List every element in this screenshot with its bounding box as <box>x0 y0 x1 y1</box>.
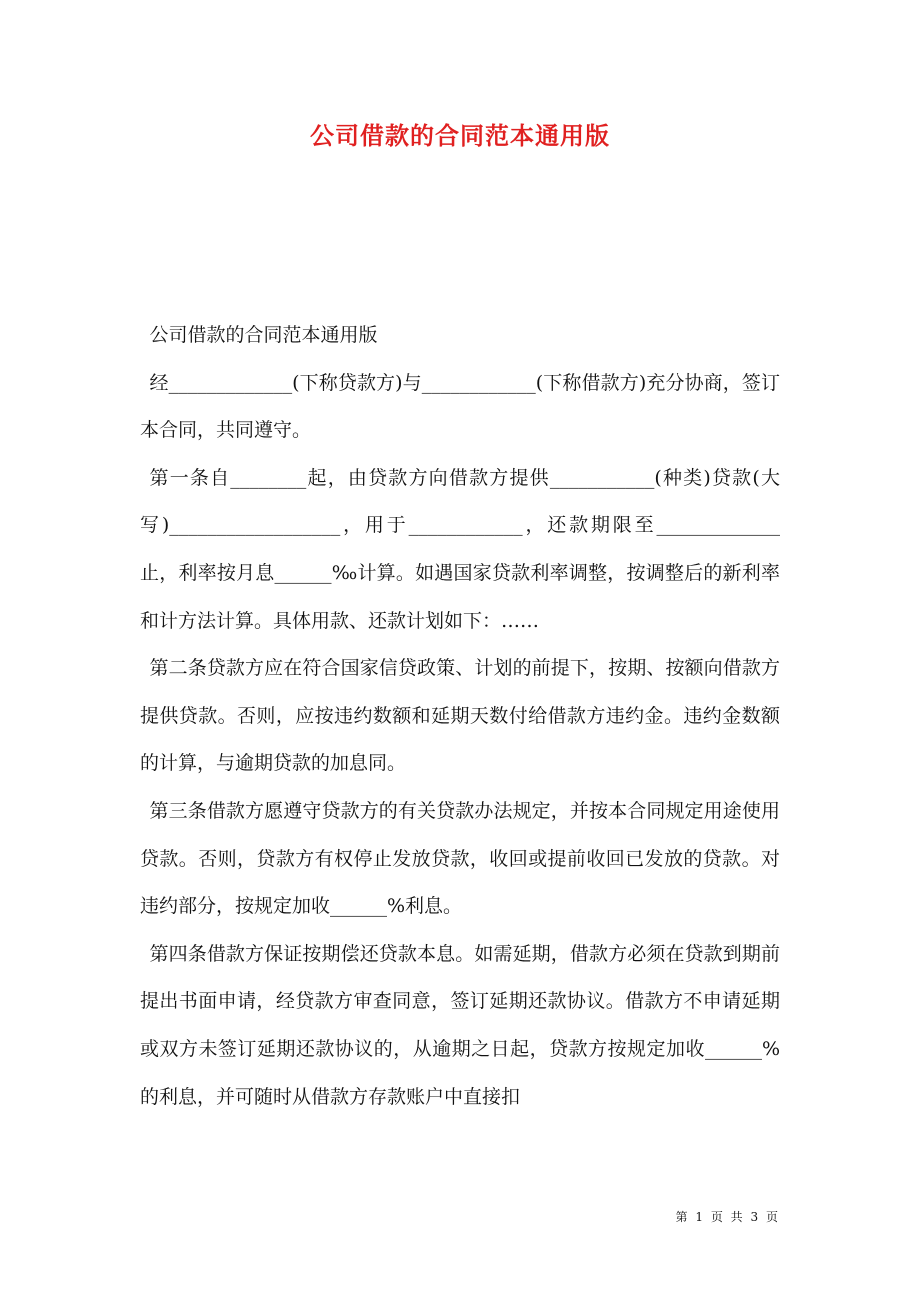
footer-total-pages: 3 <box>750 1210 761 1224</box>
page-footer <box>676 1208 780 1226</box>
paragraph-article-2: 第二条贷款方应在符合国家信贷政策、计划的前提下，按期、按额向借款方提供贷款。否则，应按违约数额和延期天数付给借款方违约金。违约金数额的计算，与逾期贷款的加息同。 <box>140 657 780 775</box>
paragraph-article-1: 第一条自________起，由贷款方向借款方提供___________(种类)贷款(大写)__________________，用于____________，还款期限至_____________止，利率按月息______‰计算。如遇国家贷款利率调整，按调整后的新利率和计方法计算。具体用款、还款计划如下：…… <box>140 466 780 632</box>
paragraph-heading: 公司借款的合同范本通用版 <box>149 324 378 346</box>
footer-middle: 页 共 <box>710 1210 745 1224</box>
footer-suffix: 页 <box>765 1210 780 1224</box>
paragraph-article-4: 第四条借款方保证按期偿还贷款本息。如需延期，借款方必须在贷款到期前提出书面申请，经贷款方审查同意，签订延期还款协议。借款方不申请延期或双方未签订延期还款协议的，从逾期之日起，贷款方按规定加收______%的利息，并可随时从借款方存款账户中直接扣 <box>140 942 780 1108</box>
document-body <box>140 312 780 1121</box>
paragraph-preamble: 经_____________(下称贷款方)与____________(下称借款方)充分协商，签订本合同，共同遵守。 <box>140 371 780 442</box>
document-title: 公司借款的合同范本通用版 <box>310 121 610 150</box>
paragraph-article-3: 第三条借款方愿遵守贷款方的有关贷款办法规定，并按本合同规定用途使用贷款。否则，贷款方有权停止发放贷款，收回或提前收回已发放的贷款。对违约部分，按规定加收______%利息。 <box>140 799 780 918</box>
footer-current-page: 1 <box>695 1210 706 1224</box>
footer-prefix: 第 <box>675 1210 690 1224</box>
